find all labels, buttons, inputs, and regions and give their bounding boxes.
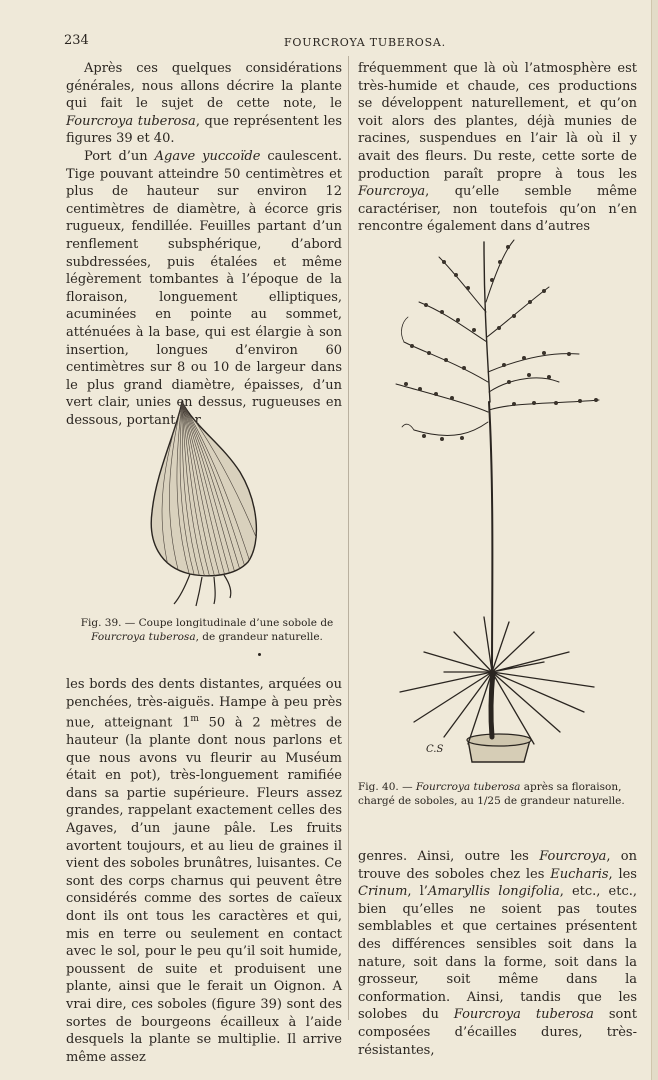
paragraph-intro [66, 60, 342, 148]
species-name: Fourcroya tuberosa [415, 781, 521, 793]
ink-dot [258, 653, 261, 656]
species-name: Agave yuccoïde [154, 148, 261, 164]
text-run: les bords des dents distantes, arquées ou penchées, très-aiguës. Hampe à peu près nue, atteignant 1 [66, 677, 342, 731]
paragraph-continued [66, 676, 342, 1066]
genus-name: Eucharis [550, 866, 609, 882]
species-name: Fourcroya tuberosa [453, 1007, 594, 1023]
column-divider [348, 56, 349, 1020]
paragraph-continued [358, 60, 637, 236]
caption-text: après sa floraison, chargé de soboles, au 1/25 de grandeur naturelle. [358, 781, 625, 807]
page-edge [651, 0, 658, 1080]
text-run: Port d’un [84, 148, 155, 164]
genus-name: Fourcroya [539, 849, 607, 864]
fig40-flowering-plant-illustration [384, 232, 614, 772]
engraver-signature: C.S [426, 744, 444, 755]
caption-text: Fig. 39. — Coupe longitudinale d’une sobole de [80, 617, 334, 629]
text-run: , qu’elle semble même caractériser, non toutefois qu’on n’en rencontre également dans d’autres [358, 184, 637, 235]
caption-text: Fig. 40. — [358, 781, 416, 793]
text-run: fréquemment que là où l’atmosphère est très-humide et chaude, ces productions se développent naturellement, et qu’on voit alors des plantes, déjà munies de racines, suspendues en l’air là où il y avait des fleurs. Du reste, cette sorte de production paraît propre à tous les [358, 61, 637, 182]
caption-text: , de grandeur naturelle. [195, 630, 323, 643]
species-name: Fourcroya tuberosa [66, 113, 196, 129]
running-title: FOURCROYA TUBEROSA. [284, 36, 446, 49]
fig39-sobole-illustration [140, 392, 270, 612]
page-number: 234 [64, 33, 89, 48]
genus-name: Fourcroya [358, 184, 426, 200]
text-run: genres. Ainsi, outre les [358, 849, 540, 864]
fig39-caption [74, 617, 340, 644]
species-name: Amaryllis longifolia [427, 884, 560, 900]
text-run: , etc., etc., bien qu’elles ne soient pas toutes semblables et que certaines présentent des différences sensibles soit dans la nature, soit dans la forme, soit dans la grosseur, soit même dans la conformation. Ainsi, tandis que les solobes du [358, 884, 638, 1023]
left-column-bottom [66, 676, 342, 1066]
text-run: 50 à 2 mètres de hauteur (la plante dont nous parlons et que nous avons vu fleurir au Muséum était en pot), très-longuement ramifiée dans sa partie supérieure. Fleurs assez grandes, rappelant exactement celles des Agaves, d’un jaune pâle. Les fruits avortent toujours, et au lieu de graines il vient des soboles brunâtres, luisantes. Ce sont des corps charnus qui peuvent être considérés comme des sortes de caïeux dont ils ont tous les caractères et qui, mis en terre ou seulement en contact avec le sol, pour le peu qu’il soit humide, poussent de suite et produisent une plante, ainsi que le ferait un Oignon. A vrai dire, ces soboles (figure 39) sont des sortes de bourgeons écailleux à l’aide desquels la plante se multiplie. Il arrive même assez [66, 715, 342, 1065]
genus-name: Crinum [358, 884, 408, 900]
paragraph-continued [358, 848, 637, 1059]
fig40-caption [358, 781, 638, 808]
text-run: , l’ [407, 884, 428, 900]
text-run: sont composées d’écailles dures, très-résistantes, [358, 1007, 637, 1058]
right-column-bottom [358, 848, 637, 1059]
text-run: , on trouve des soboles chez les [358, 849, 637, 882]
text-run: , que représentent les figures 39 et 40. [66, 113, 342, 147]
paragraph-description [66, 148, 342, 430]
text-run: Après ces quelques considérations générales, nous allons décrire la plante qui fait le sujet de cette note, le [66, 61, 342, 112]
species-name: Fourcroya tuberosa [91, 630, 196, 643]
left-column-top [66, 60, 342, 429]
text-run: , les [608, 866, 637, 882]
right-column-top [358, 60, 637, 236]
text-run: caulescent. Tige pouvant atteindre 50 centimètres et plus de hauteur sur environ 12 centimètres de diamètre, à écorce gris rugueux, fendillée. Feuilles partant d’un renflement subsphérique, d’abord subdressées, puis étalées et même légèrement tombantes à l’époque de la floraison, longuement elliptiques, acuminées en pointe au sommet, atténuées à la base, qui est élargie à son insertion, longues d’environ 60 centimètres sur 8 ou 10 de largeur dans le plus grand diamètre, épaisses, d’un vert clair, unies en dessus, rugueuses en dessous, portant sur [66, 148, 342, 428]
unit-superscript: m [190, 714, 199, 725]
